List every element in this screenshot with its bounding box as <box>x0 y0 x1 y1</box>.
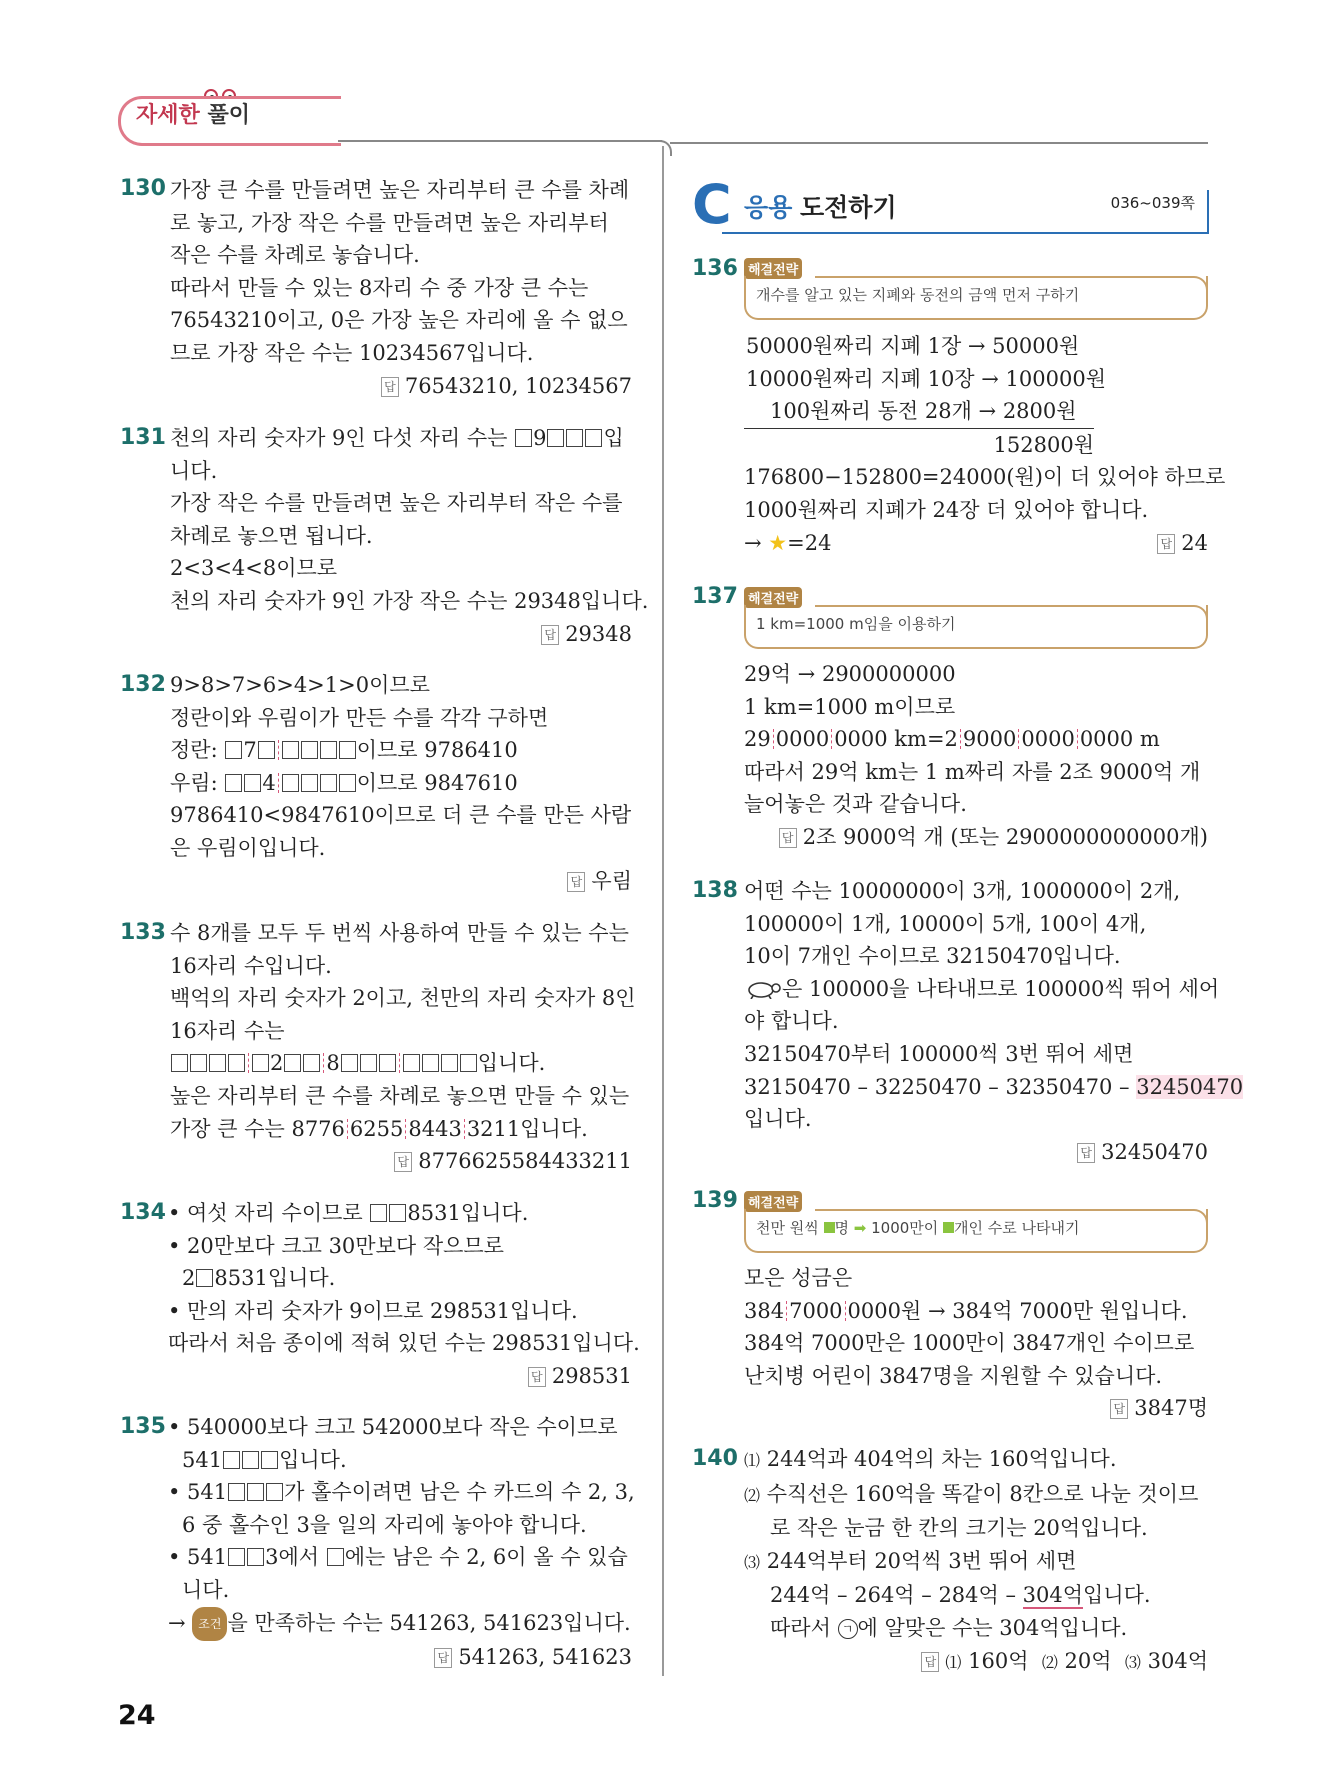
blank-box <box>303 1054 320 1072</box>
text-line: 늘어놓은 것과 같습니다. <box>744 792 967 817</box>
strategy-text: 개수를 알고 있는 지폐와 동전의 금액 먼저 구하기 <box>756 286 1080 304</box>
blank-box <box>228 1483 245 1501</box>
blank-box <box>261 1451 278 1469</box>
place-separator <box>278 773 279 793</box>
section-header <box>692 173 1207 238</box>
problem-number: 130 <box>120 176 166 201</box>
answer-label: 답 <box>381 377 399 397</box>
answer-label: 답 <box>528 1367 546 1387</box>
answer-value: 2조 9000억 개 (또는 2900000000000개) <box>802 824 1208 849</box>
blank-box <box>566 429 583 447</box>
blank-box <box>244 774 261 792</box>
blank-box <box>223 1451 240 1469</box>
text-line: 541 입니다. <box>182 1447 347 1472</box>
blank-box <box>339 774 356 792</box>
calc-row: 10000원짜리 지폐 10장 → 100000원 <box>746 366 1106 391</box>
answer-value: 24 <box>1181 530 1208 555</box>
problem-number: 139 <box>692 1188 738 1213</box>
text-line: ⑶ 244억부터 20억씩 3번 뛰어 세면 <box>744 1548 1077 1573</box>
blank-box <box>242 1451 259 1469</box>
blank-box <box>403 1054 420 1072</box>
text-line: 176800−152800=24000(원)이 더 있어야 하므로 <box>744 465 1226 490</box>
place-separator <box>1077 729 1078 749</box>
strategy-text: 1 km=1000 m임을 이용하기 <box>756 615 956 633</box>
text-line: 32150470 – 32250470 – 32350470 – 32450470 <box>744 1074 1244 1099</box>
answer-line <box>744 1136 1208 1169</box>
calc-total: 152800원 <box>744 428 1094 462</box>
calc-row: 100원짜리 동전 28개 → 2800원 <box>770 399 1077 424</box>
problem-135 <box>168 1411 635 1674</box>
text-line: • 만의 자리 숫자가 9이므로 298531입니다. <box>168 1298 578 1323</box>
highlighted-answer: 32450470 <box>1136 1074 1244 1099</box>
answer-line <box>170 370 632 403</box>
text-line: 16자리 수는 <box>170 1018 285 1043</box>
answer-value: 304억 <box>1147 1648 1208 1673</box>
text-line: • 541 3에서 에는 남은 수 2, 6이 올 수 있습 <box>168 1545 628 1570</box>
text-line: 모은 성금은 <box>744 1266 853 1290</box>
answer-label: 답 <box>1110 1399 1128 1419</box>
problem-137 <box>744 658 1208 854</box>
answer-value: 20억 <box>1064 1648 1112 1673</box>
text-line: 천의 자리 숫자가 9인 다섯 자리 수는 9 입 <box>170 426 624 450</box>
text-line: • 541 가 홀수이려면 남은 수 카드의 수 2, 3, <box>168 1480 635 1505</box>
answer-label: 답 <box>394 1152 412 1172</box>
text-line: → 조건 을 만족하는 수는 541263, 541623입니다. <box>168 1607 632 1642</box>
text-line: 2<3<4<8이므로 <box>170 556 338 581</box>
place-separator <box>248 1053 249 1073</box>
blank-box <box>247 1483 264 1501</box>
text-line: 니다. <box>170 458 218 483</box>
place-separator <box>960 729 961 749</box>
strategy-box: 천만 원씩 명 ➡ 1000만이 개인 수로 나타내기 <box>744 1209 1208 1253</box>
text-line: 난치병 어린이 3847명을 지원할 수 있습니다. <box>744 1363 1163 1388</box>
answer-value: 541263, 541623 <box>458 1645 632 1670</box>
problem-130 <box>170 174 632 402</box>
problem-number: 138 <box>692 878 738 903</box>
text-line: → ★=24 답 24 <box>744 527 1208 560</box>
blank-box <box>585 429 602 447</box>
text-line: 입니다. <box>744 1107 812 1132</box>
blank-box <box>228 1548 245 1566</box>
text-line: 16자리 수입니다. <box>170 953 332 978</box>
blank-box <box>282 741 299 759</box>
section-title: 도전하기 <box>800 193 897 222</box>
place-separator <box>278 740 279 760</box>
place-separator <box>1018 729 1019 749</box>
text-line: 야 합니다. <box>744 1009 839 1034</box>
arrow-right-icon: ➡ <box>853 1219 867 1237</box>
text-line: 므로 가장 작은 수는 10234567입니다. <box>170 340 534 365</box>
text-line: 정란: 7 이므로 9786410 <box>170 738 518 763</box>
problem-133 <box>170 917 636 1178</box>
text-line: 2 8 입니다. <box>170 1047 632 1080</box>
blank-box <box>228 1054 245 1072</box>
text-line: 244억 – 264억 – 284억 – 304억입니다. <box>770 1583 1151 1608</box>
header-badge <box>118 86 338 142</box>
answer-label: 답 <box>921 1652 939 1672</box>
place-separator <box>464 1119 465 1139</box>
text-line: 29 0000 0000 km=2 9000 0000 0000 m <box>744 727 1160 752</box>
text-line: 어떤 수는 10000000이 3개, 1000000이 2개, <box>744 879 1181 903</box>
blank-box <box>282 774 299 792</box>
blank-box <box>209 1054 226 1072</box>
place-separator <box>405 1119 406 1139</box>
text-line: 정란이와 우림이가 만든 수를 각각 구하면 <box>170 705 549 730</box>
column-hook <box>648 140 672 156</box>
text-line: ⑵ 수직선은 160억을 똑같이 8칸으로 나눈 것이므 <box>744 1481 1199 1506</box>
answer-label: 답 <box>1077 1143 1095 1163</box>
answer-value: 32450470 <box>1101 1139 1208 1164</box>
problem-139 <box>744 1262 1208 1425</box>
answer-value: 8776625584433211 <box>418 1149 632 1174</box>
text-line: 9786410<9847610이므로 더 큰 수를 만든 사람 <box>170 803 632 828</box>
problem-number: 134 <box>120 1200 166 1225</box>
blank-box <box>225 741 242 759</box>
text-line: 높은 자리부터 큰 수를 차례로 놓으면 만들 수 있는 <box>170 1083 630 1108</box>
text-line: 384억 7000만은 1000만이 3847개인 수이므로 <box>744 1331 1195 1356</box>
blank-box <box>379 1054 396 1072</box>
answer-value: 298531 <box>551 1363 632 1388</box>
blank-box <box>190 1054 207 1072</box>
strategy-box <box>744 276 1208 320</box>
problem-number: 131 <box>120 425 166 450</box>
blank-box <box>441 1054 458 1072</box>
text-line: 384 7000 0000원 → 384억 7000만 원입니다. <box>744 1298 1188 1323</box>
blank-box <box>339 741 356 759</box>
answer-label: 답 <box>1157 534 1175 554</box>
text-line: 니다. <box>182 1577 230 1602</box>
problem-140 <box>744 1443 1208 1679</box>
blank-box <box>327 1548 344 1566</box>
green-square-icon <box>824 1222 835 1233</box>
text-line: 작은 수를 차례로 놓습니다. <box>170 243 420 268</box>
answer-value: 76543210, 10234567 <box>404 373 632 398</box>
text-line: 100000이 1개, 10000이 5개, 100이 4개, <box>744 911 1147 936</box>
text-line: 가장 작은 수를 만들려면 높은 자리부터 작은 수를 <box>170 491 623 516</box>
problem-number: 132 <box>120 672 166 697</box>
answer-label: 답 <box>541 625 559 645</box>
blank-box <box>252 1054 269 1072</box>
text-line: 로 놓고, 가장 작은 수를 만들려면 높은 자리부터 <box>170 210 609 235</box>
answer-value: 3847명 <box>1134 1396 1208 1421</box>
blank-box <box>301 741 318 759</box>
strategy-tag: 해결전략 <box>744 258 802 279</box>
text-line: 로 작은 눈금 한 칸의 크기는 20억입니다. <box>770 1516 1148 1541</box>
blank-box <box>247 1548 264 1566</box>
text-line: 2 8531입니다. <box>182 1266 336 1291</box>
answer-label: 답 <box>567 872 585 892</box>
place-separator <box>323 1053 324 1073</box>
text-line: • 20만보다 크고 30만보다 작으므로 <box>168 1233 504 1258</box>
text-line: 9>8>7>6>4>1>0이므로 <box>170 673 430 697</box>
header-rule-left <box>338 140 662 142</box>
text-line: ⑴ 244억과 404억의 차는 160억입니다. <box>744 1447 1117 1471</box>
blank-box <box>301 774 318 792</box>
answer-value: 160억 <box>968 1648 1029 1673</box>
blank-box <box>320 741 337 759</box>
text-line: 1000원짜리 지폐가 24장 더 있어야 합니다. <box>744 497 1149 522</box>
blank-box <box>266 1483 283 1501</box>
underlined-answer: 304억 <box>1022 1583 1084 1608</box>
blank-box <box>460 1054 477 1072</box>
answer-line <box>1157 527 1208 560</box>
text-line: 29억 → 2900000000 <box>744 662 956 686</box>
answer-line <box>744 821 1208 854</box>
strategy-tag: 해결전략 <box>744 587 802 608</box>
text-line: 따라서 29억 km는 1 m짜리 자를 2조 9000억 개 <box>744 759 1201 784</box>
section-title-accent: 응용 <box>744 193 793 222</box>
answer-value: 29348 <box>565 621 632 646</box>
page-range: 036~039쪽 <box>1110 194 1195 212</box>
answer-line <box>168 1360 632 1393</box>
green-square-icon <box>943 1222 954 1233</box>
blank-box <box>547 429 564 447</box>
answer-line: 답 ⑴ 160억 ⑵ 20억 ⑶ 304억 <box>744 1645 1208 1680</box>
text-line: 따라서 ㄱ 에 알맞은 수는 304억입니다. <box>770 1615 1128 1640</box>
blank-box <box>341 1054 358 1072</box>
text-line: 따라서 만들 수 있는 8자리 수 중 가장 큰 수는 <box>170 275 589 300</box>
place-separator <box>773 729 774 749</box>
place-separator <box>786 1301 787 1321</box>
blank-box <box>370 1204 387 1222</box>
answer-line <box>744 1392 1208 1425</box>
condition-badge: 조건 <box>192 1607 227 1642</box>
blank-box <box>258 741 275 759</box>
strategy-tag: 해결전략 <box>744 1191 802 1212</box>
text-line: 수 8개를 모두 두 번씩 사용하여 만들 수 있는 수는 <box>170 921 629 945</box>
problem-138 <box>744 875 1244 1168</box>
text-line: 우림: 4 이므로 9847610 <box>170 770 518 795</box>
blank-box <box>360 1054 377 1072</box>
section-letter: C <box>692 173 732 236</box>
place-separator <box>845 1301 846 1321</box>
text-line: 1 km=1000 m이므로 <box>744 694 956 719</box>
blank-box <box>284 1054 301 1072</box>
place-separator <box>831 729 832 749</box>
text-line: 천의 자리 숫자가 9인 가장 작은 수는 29348입니다. <box>170 588 649 613</box>
text-line: 32150470부터 100000씩 3번 뛰어 세면 <box>744 1041 1134 1066</box>
text-line: 따라서 처음 종이에 적혀 있던 수는 298531입니다. <box>168 1331 640 1356</box>
problem-number: 140 <box>692 1446 738 1471</box>
text-line: 10이 7개인 수이므로 32150470입니다. <box>744 944 1121 969</box>
blank-box <box>422 1054 439 1072</box>
answer-line <box>170 865 632 898</box>
text-line: 가장 큰 수를 만들려면 높은 자리부터 큰 수를 차례 <box>170 178 630 202</box>
answer-line <box>170 1145 632 1178</box>
page-number: 24 <box>118 1700 156 1731</box>
text-line: • 540000보다 크고 542000보다 작은 수이므로 <box>168 1415 618 1439</box>
problem-131 <box>170 422 649 650</box>
answer-label: 답 <box>434 1648 452 1668</box>
text-line: 76543210이고, 0은 가장 높은 자리에 올 수 없으 <box>170 308 628 333</box>
problem-136 <box>744 330 1226 559</box>
answer-line <box>168 1641 632 1674</box>
blank-box <box>196 1269 213 1287</box>
header-rule-right <box>670 142 1208 144</box>
blank-box <box>225 774 242 792</box>
place-separator <box>399 1053 400 1073</box>
text-line: 백억의 자리 숫자가 2이고, 천만의 자리 숫자가 8인 <box>170 986 636 1011</box>
answer-label: 답 <box>779 828 797 848</box>
problem-134 <box>168 1197 640 1393</box>
blank-box <box>320 774 337 792</box>
calc-row: 50000원짜리 지폐 1장 → 50000원 <box>746 334 1080 358</box>
blank-box <box>171 1054 188 1072</box>
place-separator <box>347 1119 348 1139</box>
problem-number: 133 <box>120 920 166 945</box>
turtle-icon <box>744 979 782 999</box>
star-icon: ★ <box>768 530 788 555</box>
problem-number: 136 <box>692 256 738 281</box>
strategy-box <box>744 605 1208 649</box>
problem-number: 135 <box>120 1414 166 1439</box>
text-line: 은 우림이입니다. <box>170 835 326 860</box>
text-line: 은 100000을 나타내므로 100000씩 뛰어 세어 <box>744 973 1208 1006</box>
answer-line <box>170 618 632 651</box>
text-line: • 여섯 자리 수이므로 8531입니다. <box>168 1201 529 1225</box>
text-line: 차례로 놓으면 됩니다. <box>170 523 373 548</box>
blank-box <box>389 1204 406 1222</box>
problem-132 <box>170 669 632 897</box>
answer-value: 우림 <box>591 868 632 893</box>
column-divider <box>662 146 664 1676</box>
problem-number: 137 <box>692 584 738 609</box>
text-line: 6 중 홀수인 3을 일의 자리에 놓아야 합니다. <box>182 1512 587 1537</box>
badge-title: 자세한 풀이 <box>136 103 250 128</box>
text-line: 가장 큰 수는 8776 6255 8443 3211입니다. <box>170 1116 588 1141</box>
blank-box <box>515 429 532 447</box>
circled-label: ㄱ <box>838 1619 858 1639</box>
